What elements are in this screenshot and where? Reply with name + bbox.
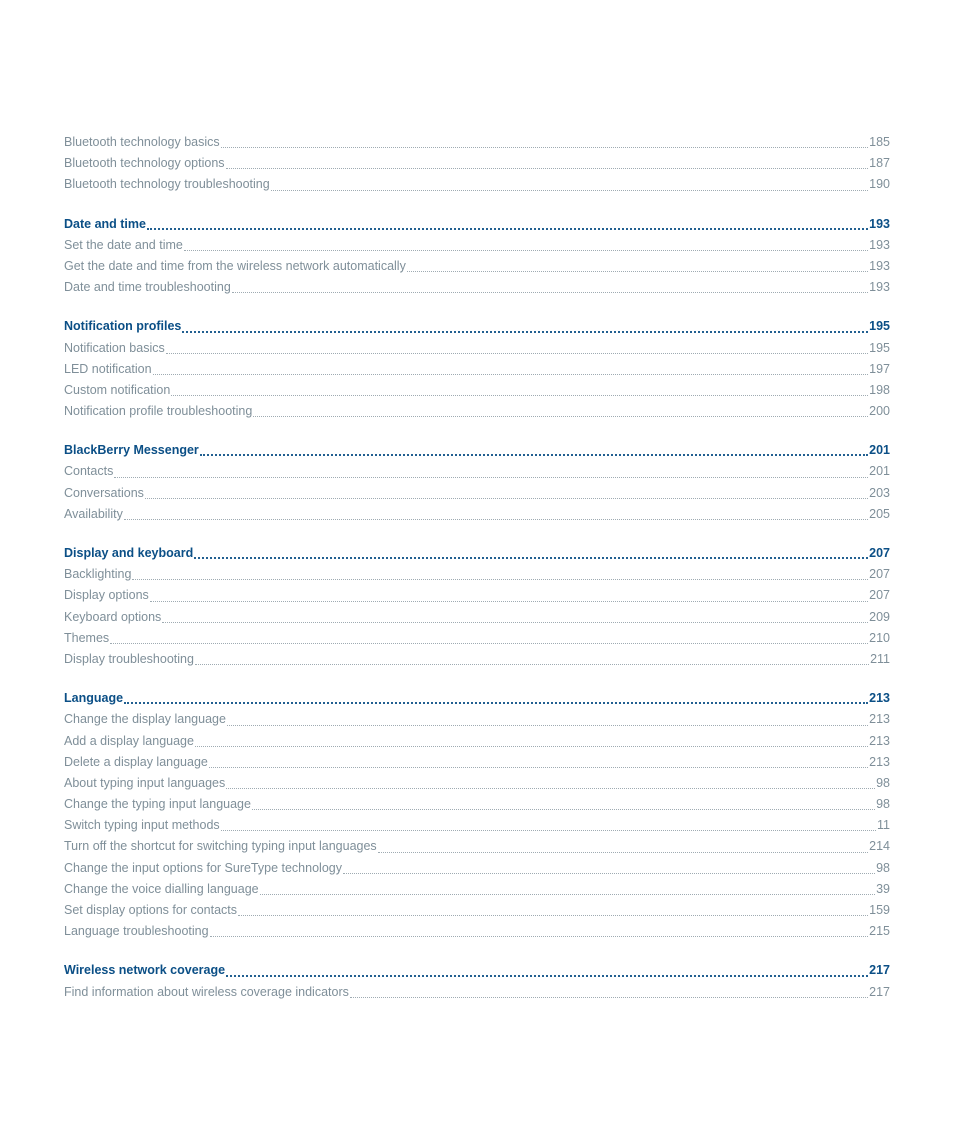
dot-leader bbox=[238, 914, 868, 916]
entry-title: About typing input languages bbox=[64, 775, 226, 790]
toc-entry[interactable] bbox=[64, 982, 890, 1003]
page-number: 195 bbox=[869, 319, 890, 334]
page-number: 193 bbox=[869, 216, 890, 231]
page-number: 201 bbox=[869, 443, 890, 458]
entry-title: Conversations bbox=[64, 485, 144, 500]
toc-entry[interactable] bbox=[64, 338, 890, 359]
dot-leader bbox=[232, 291, 868, 293]
entry-title: Add a display language bbox=[64, 733, 194, 748]
page-number: 39 bbox=[876, 881, 890, 896]
page-number: 207 bbox=[869, 588, 890, 603]
page-number: 205 bbox=[869, 506, 890, 521]
page-number: 213 bbox=[869, 712, 890, 727]
page-number: 11 bbox=[877, 818, 890, 833]
chapter-title: Display and keyboard bbox=[64, 546, 194, 560]
entry-title: Custom notification bbox=[64, 382, 171, 397]
page-number: 195 bbox=[869, 340, 890, 355]
dot-leader bbox=[260, 893, 876, 895]
dot-leader bbox=[132, 578, 868, 580]
toc-entry[interactable] bbox=[64, 607, 890, 628]
toc-entry[interactable] bbox=[64, 277, 890, 298]
dot-leader bbox=[184, 249, 868, 251]
entry-title: Display troubleshooting bbox=[64, 651, 194, 666]
toc-entry[interactable] bbox=[64, 815, 890, 836]
entry-title: Themes bbox=[64, 630, 110, 645]
page-number: 193 bbox=[869, 237, 890, 252]
dot-leader bbox=[110, 642, 868, 644]
toc-entry[interactable] bbox=[64, 564, 890, 585]
page-number: 193 bbox=[869, 258, 890, 273]
dot-leader bbox=[226, 167, 869, 169]
entry-title: Keyboard options bbox=[64, 609, 162, 624]
entry-title: Bluetooth technology options bbox=[64, 156, 225, 171]
entry-title: Get the date and time from the wireless network automatically bbox=[64, 258, 406, 273]
toc-entry[interactable] bbox=[64, 461, 890, 482]
dot-leader bbox=[200, 453, 868, 456]
page-number: 209 bbox=[869, 609, 890, 624]
page-number: 213 bbox=[869, 754, 890, 769]
toc-entry[interactable] bbox=[64, 132, 890, 153]
entry-title: Availability bbox=[64, 506, 123, 521]
entry-title: Date and time troubleshooting bbox=[64, 280, 231, 295]
entry-title: Change the typing input language bbox=[64, 797, 251, 812]
chapter-title: Notification profiles bbox=[64, 319, 182, 334]
page-number: 98 bbox=[876, 860, 890, 875]
dot-leader bbox=[350, 996, 868, 998]
entry-title: Set the date and time bbox=[64, 237, 183, 252]
toc-section bbox=[64, 960, 890, 1002]
chapter-title: BlackBerry Messenger bbox=[64, 443, 199, 458]
dot-leader bbox=[378, 851, 868, 853]
toc-entry[interactable] bbox=[64, 752, 890, 773]
toc-chapter-heading[interactable] bbox=[64, 543, 890, 564]
entry-title: Language troubleshooting bbox=[64, 924, 209, 939]
page-number: 98 bbox=[876, 797, 890, 812]
toc-chapter-heading[interactable] bbox=[64, 214, 890, 235]
page-number: 213 bbox=[869, 691, 890, 706]
dot-leader bbox=[226, 974, 868, 977]
toc-entry[interactable] bbox=[64, 709, 890, 730]
page-number: 215 bbox=[869, 924, 890, 939]
dot-leader bbox=[194, 556, 868, 559]
toc-section bbox=[64, 543, 890, 670]
entry-title: Change the display language bbox=[64, 712, 226, 727]
toc-entry[interactable] bbox=[64, 380, 890, 401]
toc-section bbox=[64, 214, 890, 299]
page-number: 213 bbox=[869, 733, 890, 748]
page-number: 193 bbox=[869, 280, 890, 295]
dot-leader bbox=[209, 766, 868, 768]
entry-title: Bluetooth technology basics bbox=[64, 135, 220, 149]
entry-title: Find information about wireless coverage indicators bbox=[64, 984, 349, 999]
page-number: 200 bbox=[869, 404, 890, 419]
dot-leader bbox=[114, 476, 868, 478]
dot-leader bbox=[145, 497, 868, 499]
dot-leader bbox=[195, 663, 869, 665]
entry-title: Notification profile troubleshooting bbox=[64, 404, 253, 419]
dot-leader bbox=[171, 394, 868, 396]
entry-title: Contacts bbox=[64, 464, 114, 479]
entry-title: Change the voice dialling language bbox=[64, 881, 259, 896]
dot-leader bbox=[227, 724, 868, 726]
dot-leader bbox=[221, 146, 868, 148]
dot-leader bbox=[150, 600, 868, 602]
toc-chapter-heading[interactable] bbox=[64, 960, 890, 981]
page-number: 190 bbox=[869, 177, 890, 192]
dot-leader bbox=[407, 270, 868, 272]
dot-leader bbox=[195, 745, 868, 747]
toc-entry[interactable] bbox=[64, 649, 890, 670]
page-number: 207 bbox=[869, 567, 890, 582]
toc-entry[interactable] bbox=[64, 359, 890, 380]
dot-leader bbox=[124, 518, 868, 520]
page-number: 185 bbox=[869, 135, 890, 149]
toc-chapter-heading[interactable] bbox=[64, 316, 890, 337]
page-number: 217 bbox=[869, 984, 890, 999]
page-number: 201 bbox=[869, 464, 890, 479]
page-number: 187 bbox=[869, 156, 890, 171]
toc-entry[interactable] bbox=[64, 401, 890, 422]
dot-leader bbox=[253, 415, 868, 417]
dot-leader bbox=[226, 787, 875, 789]
entry-title: Switch typing input methods bbox=[64, 818, 220, 833]
dot-leader bbox=[153, 373, 869, 375]
page-number: 159 bbox=[869, 903, 890, 917]
page-number: 210 bbox=[869, 630, 890, 645]
dot-leader bbox=[182, 330, 868, 333]
toc-entry[interactable] bbox=[64, 879, 890, 900]
toc-entry[interactable] bbox=[64, 858, 890, 879]
entry-title: LED notification bbox=[64, 361, 152, 376]
entry-title: Display options bbox=[64, 588, 149, 603]
page-number: 98 bbox=[876, 775, 890, 790]
dot-leader bbox=[271, 189, 868, 191]
page-number: 214 bbox=[869, 839, 890, 854]
toc-section bbox=[64, 316, 890, 422]
toc-section bbox=[64, 440, 890, 525]
chapter-title: Language bbox=[64, 691, 124, 706]
toc-entry[interactable] bbox=[64, 836, 890, 857]
chapter-title: Date and time bbox=[64, 216, 146, 231]
entry-title: Change the input options for SureType technology bbox=[64, 860, 342, 875]
dot-leader bbox=[343, 872, 875, 874]
page-number: 207 bbox=[869, 546, 890, 560]
toc-chapter-heading[interactable] bbox=[64, 688, 890, 709]
toc-entry[interactable] bbox=[64, 900, 890, 921]
toc-entry[interactable] bbox=[64, 483, 890, 504]
entry-title: Delete a display language bbox=[64, 754, 208, 769]
toc-entry[interactable] bbox=[64, 921, 890, 942]
toc-entry[interactable] bbox=[64, 174, 890, 195]
toc-section bbox=[64, 132, 890, 196]
toc-entry[interactable] bbox=[64, 773, 890, 794]
entry-title: Turn off the shortcut for switching typing input languages bbox=[64, 839, 377, 854]
entry-title: Backlighting bbox=[64, 567, 132, 582]
page-number: 203 bbox=[869, 485, 890, 500]
chapter-title: Wireless network coverage bbox=[64, 963, 226, 978]
table-of-contents bbox=[64, 132, 890, 1021]
page-number: 211 bbox=[870, 651, 890, 666]
dot-leader bbox=[252, 808, 875, 810]
entry-title: Set display options for contacts bbox=[64, 903, 238, 917]
toc-entry[interactable] bbox=[64, 585, 890, 606]
toc-chapter-heading[interactable] bbox=[64, 440, 890, 461]
toc-section bbox=[64, 688, 890, 942]
toc-entry[interactable] bbox=[64, 504, 890, 525]
toc-entry[interactable] bbox=[64, 794, 890, 815]
toc-entry[interactable] bbox=[64, 256, 890, 277]
dot-leader bbox=[166, 352, 868, 354]
toc-entry[interactable] bbox=[64, 235, 890, 256]
dot-leader bbox=[147, 227, 868, 230]
entry-title: Notification basics bbox=[64, 340, 165, 355]
page-number: 217 bbox=[869, 963, 890, 978]
page-number: 198 bbox=[869, 382, 890, 397]
dot-leader bbox=[221, 829, 876, 831]
page-number: 197 bbox=[869, 361, 890, 376]
entry-title: Bluetooth technology troubleshooting bbox=[64, 177, 270, 192]
toc-entry[interactable] bbox=[64, 731, 890, 752]
toc-entry[interactable] bbox=[64, 153, 890, 174]
toc-entry[interactable] bbox=[64, 628, 890, 649]
dot-leader bbox=[210, 935, 869, 937]
dot-leader bbox=[162, 621, 868, 623]
dot-leader bbox=[124, 701, 868, 704]
